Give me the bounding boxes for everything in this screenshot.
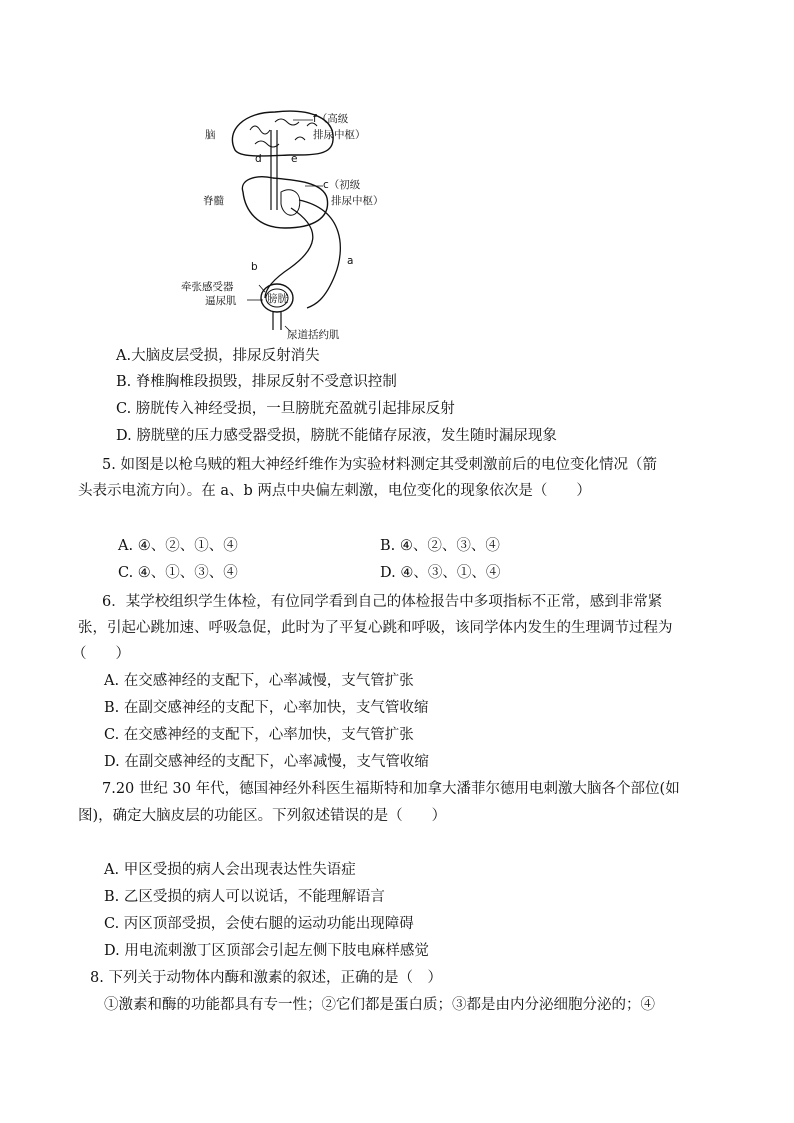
q6-option-d: D. 在副交感神经的支配下，心率减慢，支气管收缩	[104, 754, 429, 770]
label-spinal: 脊髓	[203, 195, 224, 207]
label-f: f（高级	[313, 113, 349, 125]
label-brain: 脑	[205, 129, 216, 141]
q7-option-a: A. 甲区受损的病人会出现表达性失语症	[104, 862, 356, 878]
label-f2: 排尿中枢）	[313, 129, 366, 141]
q7-option-b: B. 乙区受损的病人可以说话，不能理解语言	[104, 889, 385, 905]
label-e: e	[291, 153, 298, 165]
q7-option-c: C. 丙区顶部受损，会使右腿的运动功能出现障碍	[104, 916, 414, 932]
q4-option-b: B. 脊椎胸椎段损毁，排尿反射不受意识控制	[116, 374, 397, 390]
label-sphincter: 尿道括约肌	[287, 329, 340, 341]
q7-option-d: D. 用电流刺激丁区顶部会引起左侧下肢电麻样感觉	[104, 943, 429, 959]
q5-stem-2: 头表示电流方向）。在 a、b 两点中央偏左刺激，电位变化的现象依次是（ ）	[78, 483, 591, 499]
q7-stem-1: 7.20 世纪 30 年代，德国神经外科医生福斯特和加拿大潘菲尔德用电刺激大脑各个部位(如	[102, 781, 680, 797]
label-b: b	[251, 261, 258, 273]
q5-stem-1: 5. 如图是以枪乌贼的粗大神经纤维作为实验材料测定其受刺激前后的电位变化情况（箭	[102, 457, 657, 473]
q6-option-c: C. 在交感神经的支配下，心率加快，支气管扩张	[104, 727, 414, 743]
label-detrusor: 逼尿肌	[205, 295, 237, 307]
label-bladder: 膀胱	[267, 293, 288, 305]
label-a: a	[347, 255, 354, 267]
q5-option-d: D. ④、③、①、④	[380, 565, 501, 581]
spinal-cord-outline	[242, 177, 327, 228]
q5-option-b: B. ④、②、③、④	[380, 538, 500, 554]
q6-stem-3: （ ）	[72, 646, 130, 662]
brain-gyri	[250, 119, 317, 147]
q4-option-d: D. 膀胱壁的压力感受器受损，膀胱不能储存尿液，发生随时漏尿现象	[116, 428, 557, 444]
q6-stem-1: 6．某学校组织学生体检，有位同学看到自己的体检报告中多项指标不正常，感到非常紧	[102, 594, 663, 610]
q5-option-c: C. ④、①、③、④	[118, 565, 238, 581]
label-c: c（初级	[323, 179, 361, 191]
q5-option-a: A. ④、②、①、④	[118, 538, 238, 554]
q8-line-1: ①激素和酶的功能都具有专一性；②它们都是蛋白质；③都是由内分泌细胞分泌的；④	[104, 997, 655, 1013]
q6-stem-2: 张，引起心跳加速、呼吸急促，此时为了平复心跳和呼吸，该同学体内发生的生理调节过程为	[78, 620, 673, 636]
pointer-stretch	[259, 285, 265, 292]
q6-option-b: B. 在副交感神经的支配下，心率加快，支气管收缩	[104, 700, 429, 716]
q6-option-a: A. 在交感神经的支配下，心率减慢，支气管扩张	[104, 673, 414, 689]
q7-stem-2: 图)，确定大脑皮层的功能区。下列叙述错误的是（ ）	[78, 808, 447, 824]
q8-stem: 8. 下列关于动物体内酶和激素的叙述，正确的是（ ）	[90, 970, 442, 986]
label-c2: 排尿中枢）	[331, 195, 384, 207]
micturition-reflex-diagram	[181, 100, 384, 341]
label-stretch: 牵张感受器	[181, 281, 234, 293]
q4-option-c: C. 膀胱传入神经受损，一旦膀胱充盈就引起排尿反射	[116, 401, 455, 417]
q4-option-a: A.大脑皮层受损，排尿反射消失	[116, 348, 320, 364]
label-d: d	[255, 153, 262, 165]
